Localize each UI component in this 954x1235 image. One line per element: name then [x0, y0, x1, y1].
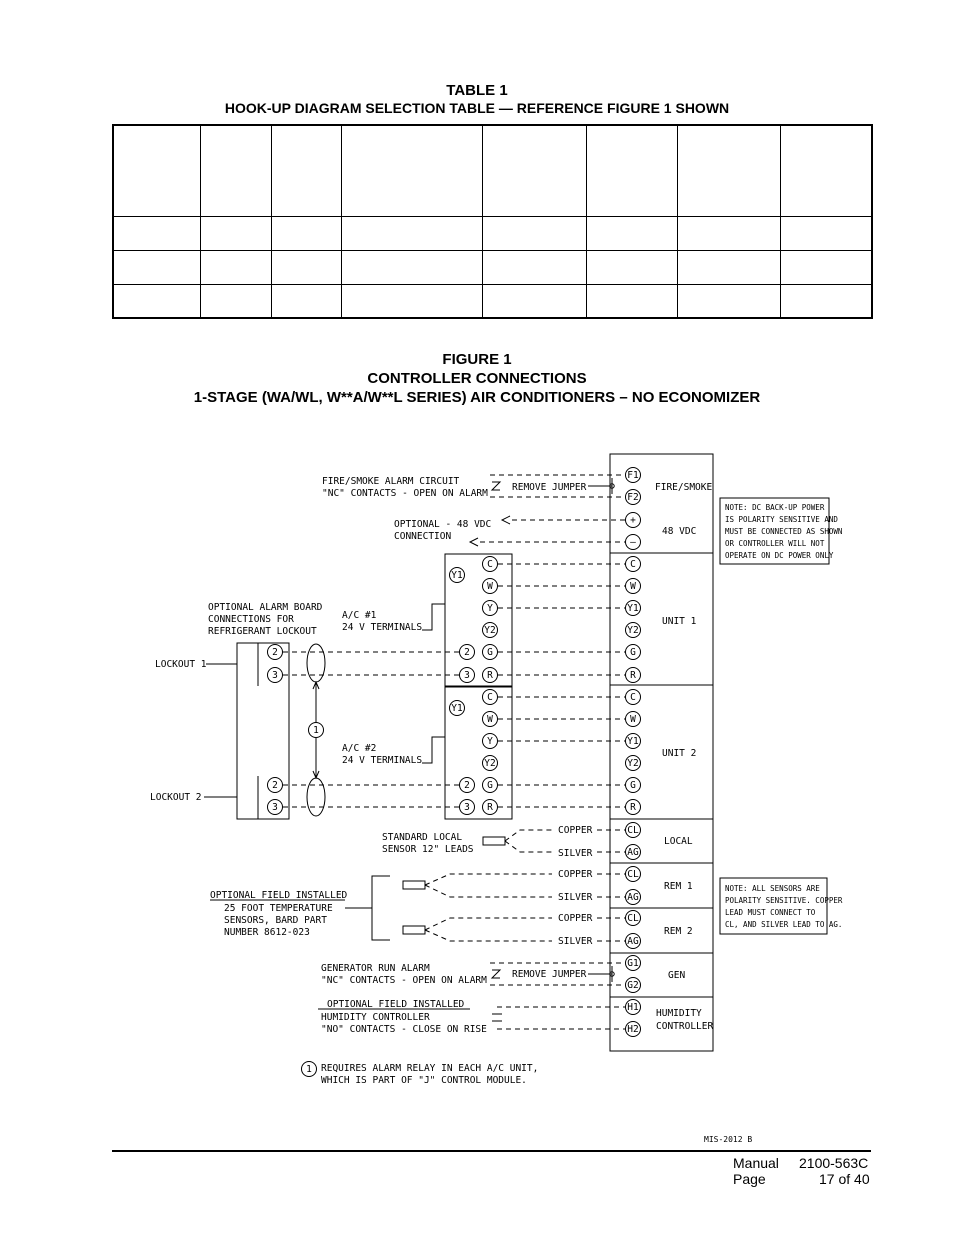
svg-text:–: – [630, 537, 636, 548]
manual-number: 2100-563C [799, 1155, 869, 1171]
alarm-board-terminal-2 [268, 645, 283, 660]
sensor-lead [505, 830, 552, 841]
terminal-g1 [626, 956, 641, 971]
terminal-y2-unit1 [626, 623, 641, 638]
table-subheading: HOOK-UP DIAGRAM SELECTION TABLE — REFERENCE FIGURE 1 SHOWN [224, 100, 730, 116]
terminal-f2 [626, 490, 641, 505]
optional-48vdc-label: OPTIONAL - 48 VDC [394, 519, 492, 530]
terminal-ag-rem2 [626, 934, 641, 949]
ac1-label: A/C #1 [342, 610, 377, 621]
note-dc-line: OPERATE ON DC POWER ONLY [725, 551, 834, 560]
contact-symbol [492, 482, 500, 490]
svg-text:2: 2 [272, 780, 278, 791]
svg-text:1: 1 [313, 725, 319, 736]
sensor-lead [425, 930, 552, 941]
svg-text:Y: Y [487, 736, 493, 747]
svg-text:Y1: Y1 [627, 736, 639, 747]
svg-text:Y2: Y2 [484, 758, 496, 769]
fire-alarm-label: FIRE/SMOKE ALARM CIRCUIT [322, 476, 460, 487]
section-label-gen: GEN [668, 970, 686, 981]
svg-text:1: 1 [306, 1064, 312, 1075]
alarm-board-terminal-3 [268, 800, 283, 815]
svg-text:CL: CL [627, 869, 639, 880]
twisted-pair-symbol [307, 778, 325, 816]
sensor-lead [425, 885, 552, 897]
section-label-humidity: HUMIDITY [656, 1008, 702, 1019]
svg-text:2: 2 [464, 780, 470, 791]
svg-text:R: R [487, 670, 493, 681]
svg-text:R: R [630, 670, 636, 681]
remove-jumper-label: REMOVE JUMPER [512, 969, 587, 980]
ac1-2-terminal [460, 645, 475, 660]
ac2-2-terminal [460, 778, 475, 793]
generator-alarm-label: GENERATOR RUN ALARM [321, 963, 430, 974]
terminal-g-unit2 [626, 778, 641, 793]
svg-text:G: G [487, 647, 493, 658]
fire-alarm-label-2: "NC" CONTACTS - OPEN ON ALARM [322, 488, 488, 499]
ac2-y-terminal [483, 734, 498, 749]
local-sensor-label-2: SENSOR 12" LEADS [382, 844, 474, 855]
svg-text:Y2: Y2 [484, 625, 496, 636]
ac2-terminals-label: 24 V TERMINALS [342, 755, 423, 766]
field-sensors-label: OPTIONAL FIELD INSTALLED [210, 890, 348, 901]
note-sensors-line: CL, AND SILVER LEAD TO AG. [725, 920, 843, 929]
arrow-symbol [502, 516, 510, 524]
sensor-lead [505, 841, 552, 852]
sensor-lead [425, 918, 552, 930]
terminal-g-unit1 [626, 645, 641, 660]
note-1-marker [302, 1062, 317, 1077]
ac1-g-terminal [483, 645, 498, 660]
svg-text:G1: G1 [627, 958, 639, 969]
ac2-g-terminal [483, 778, 498, 793]
terminal-f1 [626, 468, 641, 483]
copper-label: COPPER [558, 869, 593, 880]
figure-heading: FIGURE 1 [442, 351, 512, 368]
svg-text:R: R [487, 802, 493, 813]
alarm-board [237, 643, 289, 819]
silver-label: SILVER [558, 892, 593, 903]
svg-text:C: C [487, 559, 493, 570]
svg-text:W: W [487, 714, 493, 725]
figure-subheading: CONTROLLER CONNECTIONS [367, 370, 587, 387]
ac1-y1-terminal [450, 568, 465, 583]
terminal-h2 [626, 1022, 641, 1037]
section-label-48vdc: 48 VDC [662, 526, 697, 537]
terminal-c-unit1 [626, 557, 641, 572]
optional-48vdc-label-2: CONNECTION [394, 531, 452, 542]
note-sensors-line: POLARITY SENSITIVE. COPPER [725, 896, 843, 905]
ac2-label: A/C #2 [342, 743, 377, 754]
humidity-controller-label: HUMIDITY CONTROLLER [321, 1012, 430, 1023]
remove-jumper-label: REMOVE JUMPER [512, 482, 587, 493]
svg-text:C: C [630, 559, 636, 570]
svg-text:G: G [487, 780, 493, 791]
field-sensors-label-2: 25 FOOT TEMPERATURE [224, 903, 333, 914]
note-dc-line: IS POLARITY SENSITIVE AND [725, 515, 838, 524]
note-sensors-line: NOTE: ALL SENSORS ARE [725, 884, 820, 893]
terminal-w-unit2 [626, 712, 641, 727]
rem1-sensor-symbol [403, 881, 425, 889]
ac2-y1-terminal [450, 701, 465, 716]
svg-text:G2: G2 [627, 980, 639, 991]
alarm-board-label-3: REFRIGERANT LOCKOUT [208, 626, 317, 637]
local-sensor-label: STANDARD LOCAL [382, 832, 463, 843]
terminal-y1-unit1 [626, 601, 641, 616]
svg-text:3: 3 [272, 670, 278, 681]
section-label-unit1: UNIT 1 [662, 616, 697, 627]
drawing-number: MIS-2012 B [704, 1135, 753, 1144]
copper-label: COPPER [558, 825, 593, 836]
svg-text:3: 3 [464, 670, 470, 681]
svg-text:Y1: Y1 [451, 703, 463, 714]
terminal-y1-unit2 [626, 734, 641, 749]
humidity-contacts-label: "NO" CONTACTS - CLOSE ON RISE [321, 1024, 487, 1035]
ac2-3-terminal [460, 800, 475, 815]
svg-text:G: G [630, 780, 636, 791]
section-label-rem1: REM 1 [664, 881, 693, 892]
alarm-board-label-2: CONNECTIONS FOR [208, 614, 294, 625]
terminal-r-unit1 [626, 668, 641, 683]
page-number: 17 of 40 [819, 1171, 870, 1187]
contact-symbol [492, 970, 500, 978]
svg-text:AG: AG [627, 847, 639, 858]
note-dc-line: NOTE: DC BACK-UP POWER [725, 503, 825, 512]
svg-text:C: C [487, 692, 493, 703]
svg-text:Y: Y [487, 603, 493, 614]
lockout-1-label: LOCKOUT 1 [155, 659, 207, 670]
terminal-r-unit2 [626, 800, 641, 815]
relay-note: REQUIRES ALARM RELAY IN EACH A/C UNIT, [321, 1063, 539, 1074]
page-label: Page [733, 1171, 766, 1187]
lockout-2-label: LOCKOUT 2 [150, 792, 202, 803]
svg-text:AG: AG [627, 892, 639, 903]
note-sensors-line: LEAD MUST CONNECT TO [725, 908, 816, 917]
terminal-c-unit2 [626, 690, 641, 705]
manual-label: Manual [733, 1155, 779, 1171]
svg-text:3: 3 [272, 802, 278, 813]
terminal-h1 [626, 1000, 641, 1015]
ac1-w-terminal [483, 579, 498, 594]
footer-rule [112, 1150, 871, 1152]
terminal-plus [626, 513, 641, 528]
svg-text:W: W [630, 714, 636, 725]
svg-text:F1: F1 [627, 470, 639, 481]
leader-line [422, 604, 445, 630]
leader-line [422, 737, 445, 763]
ac2-c-terminal [483, 690, 498, 705]
svg-text:W: W [630, 581, 636, 592]
section-label-local: LOCAL [664, 836, 693, 847]
svg-text:AG: AG [627, 936, 639, 947]
note-dc-line: OR CONTROLLER WILL NOT [725, 539, 825, 548]
svg-text:F2: F2 [627, 492, 639, 503]
copper-label: COPPER [558, 913, 593, 924]
ac1-y-terminal [483, 601, 498, 616]
section-label-rem2: REM 2 [664, 926, 693, 937]
svg-text:H2: H2 [627, 1024, 639, 1035]
relay-note-2: WHICH IS PART OF "J" CONTROL MODULE. [321, 1075, 527, 1086]
svg-text:W: W [487, 581, 493, 592]
ac1-3-terminal [460, 668, 475, 683]
svg-text:Y1: Y1 [627, 603, 639, 614]
silver-label: SILVER [558, 936, 593, 947]
terminal-cl-rem2 [626, 911, 641, 926]
ac1-r-terminal [483, 668, 498, 683]
ac2-w-terminal [483, 712, 498, 727]
terminal-g2 [626, 978, 641, 993]
table-heading: TABLE 1 [446, 82, 508, 99]
ac1-c-terminal [483, 557, 498, 572]
figure-subheading-2: 1-STAGE (WA/WL, W**A/W**L SERIES) AIR CONDITIONERS – NO ECONOMIZER [193, 389, 761, 406]
section-label-controller: CONTROLLER [656, 1021, 714, 1032]
humidity-optional-label: OPTIONAL FIELD INSTALLED [327, 999, 465, 1010]
svg-text:3: 3 [464, 802, 470, 813]
arrow-symbol [470, 538, 478, 546]
terminal-y2-unit2 [626, 756, 641, 771]
field-sensors-label-3: SENSORS, BARD PART [224, 915, 327, 926]
note-1-marker [309, 723, 324, 738]
svg-text:+: + [630, 515, 636, 526]
ac2-y2-terminal [483, 756, 498, 771]
terminal-w-unit1 [626, 579, 641, 594]
terminal-ag-rem1 [626, 890, 641, 905]
generator-alarm-label-2: "NC" CONTACTS - OPEN ON ALARM [321, 975, 487, 986]
svg-text:G: G [630, 647, 636, 658]
section-label-fire: FIRE/SMOKE [655, 482, 713, 493]
note-dc-line: MUST BE CONNECTED AS SHOWN [725, 527, 843, 536]
rem2-sensor-symbol [403, 926, 425, 934]
svg-text:2: 2 [272, 647, 278, 658]
alarm-board-label: OPTIONAL ALARM BOARD [208, 602, 323, 613]
sensor-lead [425, 874, 552, 885]
ac2-r-terminal [483, 800, 498, 815]
terminal-ag-local [626, 845, 641, 860]
svg-text:CL: CL [627, 825, 639, 836]
ac1-terminals-label: 24 V TERMINALS [342, 622, 423, 633]
alarm-board-terminal-3 [268, 668, 283, 683]
local-sensor-symbol [483, 837, 505, 845]
terminal-minus [626, 535, 641, 550]
terminal-cl-local [626, 823, 641, 838]
terminal-cl-rem1 [626, 867, 641, 882]
ac1-y2-terminal [483, 623, 498, 638]
svg-text:Y2: Y2 [627, 625, 639, 636]
bracket [345, 876, 390, 940]
twisted-pair-symbol [307, 644, 325, 682]
svg-text:C: C [630, 692, 636, 703]
svg-text:Y1: Y1 [451, 570, 463, 581]
svg-text:Y2: Y2 [627, 758, 639, 769]
field-sensors-label-4: NUMBER 8612-023 [224, 927, 310, 938]
section-label-unit2: UNIT 2 [662, 748, 697, 759]
svg-text:2: 2 [464, 647, 470, 658]
svg-text:H1: H1 [627, 1002, 639, 1013]
alarm-board-terminal-2 [268, 778, 283, 793]
svg-text:R: R [630, 802, 636, 813]
silver-label: SILVER [558, 848, 593, 859]
svg-text:CL: CL [627, 913, 639, 924]
